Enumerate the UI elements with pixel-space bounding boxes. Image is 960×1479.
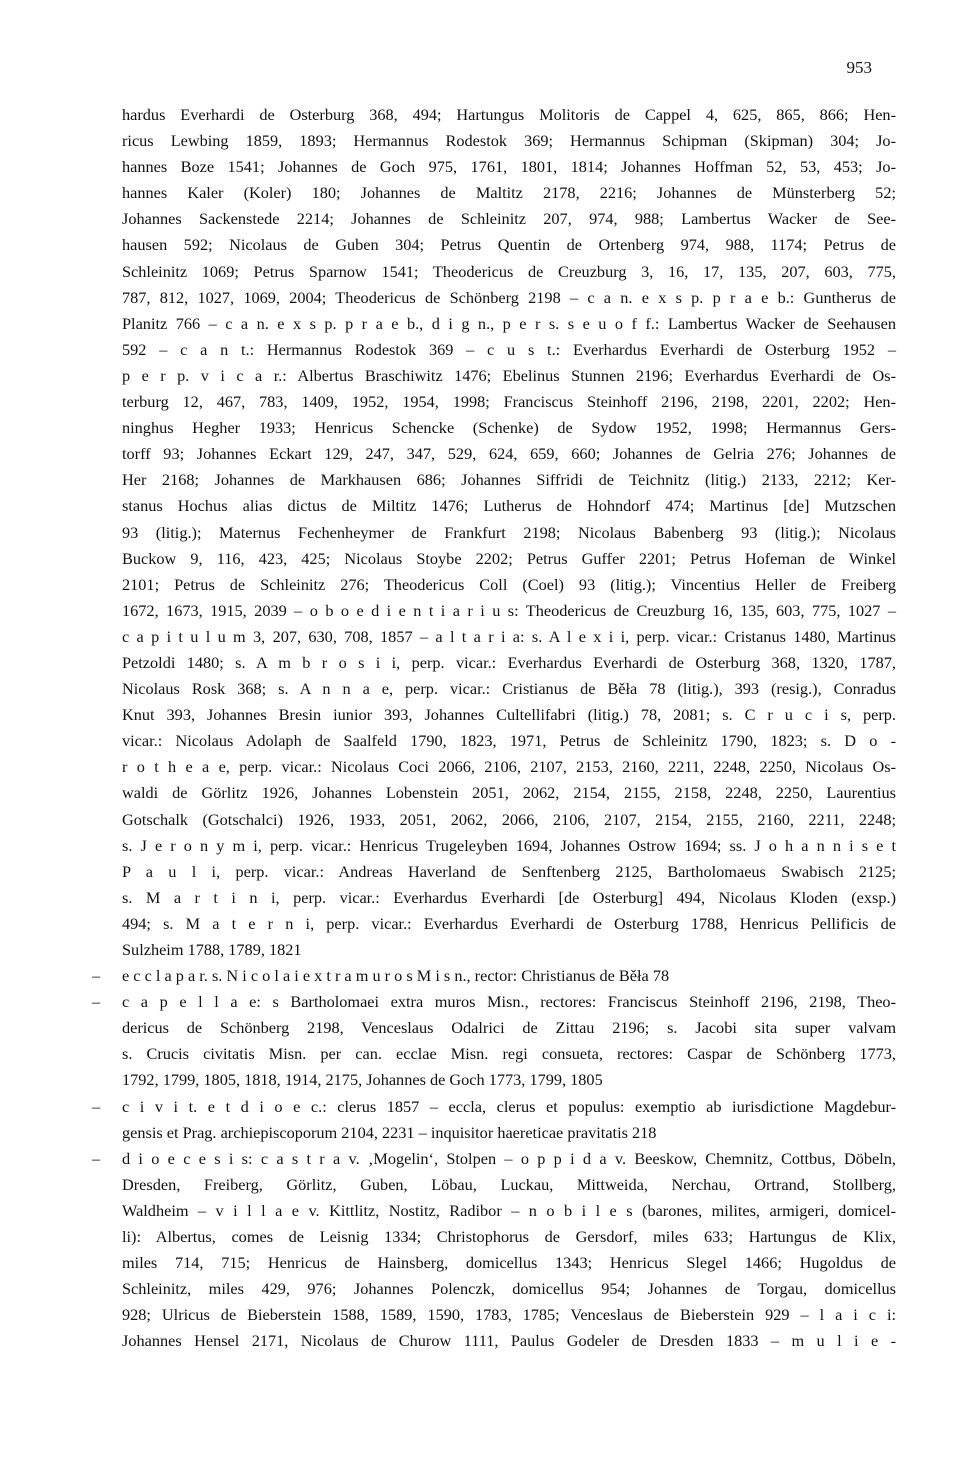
text-line: dericus de Schönberg 2198, Venceslaus Odalrici de Zittau 2196; s. Jacobi sita super valvam <box>122 1018 896 1038</box>
entry-dash: – <box>92 1096 101 1116</box>
text-line: Gotschalk (Gotschalci) 1926, 1933, 2051, 2062, 2066, 2106, 2107, 2154, 2155, 2160, 2211, 2248; <box>122 809 896 829</box>
text-line: ninghus Hegher 1933; Henricus Schencke (Schenke) de Sydow 1952, 1998; Hermannus Gers- <box>122 418 896 438</box>
text-line: hannes Boze 1541; Johannes de Goch 975, 1761, 1801, 1814; Johannes Hoffman 52, 53, 453; Jo- <box>122 157 896 177</box>
text-line: e c c l a p a r. s. N i c o l a i e x t r a m u r o s M i s n., rector: Christianus de Běła 78 <box>122 966 670 986</box>
index-paragraph <box>122 102 896 963</box>
text-line: Sulzheim 1788, 1789, 1821 <box>122 940 302 959</box>
index-text <box>92 102 896 1355</box>
text-line: Schleinitz, miles 429, 976; Johannes Polenczk, domicellus 954; Johannes de Torgau, domicellus <box>122 1279 896 1299</box>
text-line: 592 – c a n t.: Hermannus Rodestok 369 – c u s t.: Everhardus Everhardi de Osterburg 1952 – <box>122 339 896 359</box>
entry-dash: – <box>92 992 101 1012</box>
text-line: s. J e r o n y m i, perp. vicar.: Henricus Trugeleyben 1694, Johannes Ostrow 1694; ss. J o h a n n i s e t <box>122 835 896 855</box>
text-line: terburg 12, 467, 783, 1409, 1952, 1954, 1998; Franciscus Steinhoff 2196, 2198, 2201, 2202; Hen- <box>122 392 896 412</box>
entry-dash: – <box>92 966 101 986</box>
text-line: P a u l i, perp. vicar.: Andreas Haverland de Senftenberg 2125, Bartholomaeus Swabisch 2125; <box>122 861 896 881</box>
index-entry <box>92 1146 896 1355</box>
text-line: 93 (litig.); Maternus Fechenheymer de Frankfurt 2198; Nicolaus Babenberg 93 (litig.); Nicolaus <box>122 522 896 542</box>
text-line: gensis et Prag. archiepiscoporum 2104, 2231 – inquisitor haereticae pravitatis 218 <box>122 1122 657 1142</box>
text-line: hausen 592; Nicolaus de Guben 304; Petrus Quentin de Ortenberg 974, 988, 1174; Petrus de <box>122 235 896 255</box>
index-entries <box>92 963 896 1354</box>
index-entry <box>92 963 896 989</box>
text-line: Her 2168; Johannes de Markhausen 686; Johannes Siffridi de Teichnitz (litig.) 2133, 2212; Ker- <box>122 470 896 490</box>
text-line: Planitz 766 – c a n. e x s p. p r a e b., d i g n., p e r s. s e u o f f.: Lambertus Wacker de Seehausen <box>122 313 896 333</box>
text-line: vicar.: Nicolaus Adolaph de Saalfeld 1790, 1823, 1971, Petrus de Schleinitz 1790, 1823; s. D o - <box>122 731 896 751</box>
text-line: torff 93; Johannes Eckart 129, 247, 347, 529, 624, 659, 660; Johannes de Gelria 276; Johannes de <box>122 444 896 464</box>
text-line: Buckow 9, 116, 423, 425; Nicolaus Stoybe 2202; Petrus Guffer 2201; Petrus Hofeman de Winkel <box>122 548 896 568</box>
text-line: 494; s. M a t e r n i, perp. vicar.: Everhardus Everhardi de Osterburg 1788, Henricus Pellificis de <box>122 913 896 933</box>
text-line: waldi de Görlitz 1926, Johannes Lobenstein 2051, 2062, 2154, 2155, 2158, 2248, 2250, Laurentius <box>122 783 896 803</box>
text-line: 1792, 1799, 1805, 1818, 1914, 2175, Johannes de Goch 1773, 1799, 1805 <box>122 1070 603 1090</box>
text-line: li): Albertus, comes de Leisnig 1334; Christophorus de Gersdorf, miles 633; Hartungus de Klix, <box>122 1227 896 1247</box>
text-line: ricus Lewbing 1859, 1893; Hermannus Rodestok 369; Hermannus Schipman (Skipman) 304; Jo- <box>122 131 896 151</box>
text-line: d i o e c e s i s: c a s t r a v. ‚Mogelin‘, Stolpen – o p p i d a v. Beeskow, Chemnitz, Cottbus, Döbeln, <box>122 1148 896 1168</box>
text-line: Dresden, Freiberg, Görlitz, Guben, Löbau, Luckau, Mittweida, Nerchau, Ortrand, Stollberg, <box>122 1174 896 1194</box>
text-line: Petzoldi 1480; s. A m b r o s i i, perp. vicar.: Everhardus Everhardi de Osterburg 368, 1320, 1787, <box>122 652 896 672</box>
text-line: Schleinitz 1069; Petrus Sparnow 1541; Theodericus de Creuzburg 3, 16, 17, 135, 207, 603, 775, <box>122 261 896 281</box>
text-line: Johannes Hensel 2171, Nicolaus de Churow 1111, Paulus Godeler de Dresden 1833 – m u l i e - <box>122 1331 896 1351</box>
text-line: 2101; Petrus de Schleinitz 276; Theodericus Coll (Coel) 93 (litig.); Vincentius Heller de Freiberg <box>122 574 896 594</box>
text-line: r o t h e a e, perp. vicar.: Nicolaus Coci 2066, 2106, 2107, 2153, 2160, 2211, 2248, 2250, Nicolaus Os- <box>122 757 896 777</box>
text-line: s. Crucis civitatis Misn. per can. ecclae Misn. regi consueta, rectores: Caspar de Schönberg 1773, <box>122 1044 896 1064</box>
text-line: 1672, 1673, 1915, 2039 – o b o e d i e n t i a r i u s: Theodericus de Creuzburg 16, 135, 603, 775, 1027 – <box>122 600 896 620</box>
text-line: c a p i t u l u m 3, 207, 630, 708, 1857 – a l t a r i a: s. A l e x i i, perp. vicar.: Cristanus 1480, Martinus <box>122 626 896 646</box>
index-entry <box>92 1094 896 1146</box>
text-line: Nicolaus Rosk 368; s. A n n a e, perp. vicar.: Cristianus de Běła 78 (litig.), 393 (resig.), Conradus <box>122 679 896 699</box>
text-line: stanus Hochus alias dictus de Miltitz 1476; Lutherus de Hohndorf 474; Martinus [de] Mutzschen <box>122 496 896 516</box>
text-line: s. M a r t i n i, perp. vicar.: Everhardus Everhardi [de Osterburg] 494, Nicolaus Kloden (exsp.) <box>122 887 896 907</box>
text-line: hardus Everhardi de Osterburg 368, 494; Hartungus Molitoris de Cappel 4, 625, 865, 866; Hen- <box>122 105 896 124</box>
text-line: 928; Ulricus de Bieberstein 1588, 1589, 1590, 1783, 1785; Venceslaus de Bieberstein 929 – l a i c i: <box>122 1305 896 1325</box>
entry-dash: – <box>92 1148 101 1168</box>
text-line: c a p e l l a e: s Bartholomaei extra muros Misn., rectores: Franciscus Steinhoff 2196, 2198, Theo- <box>122 992 896 1012</box>
text-line: c i v i t. e t d i o e c.: clerus 1857 – eccla, clerus et populus: exemptio ab iurisdictione Magdebur- <box>122 1096 896 1116</box>
page-number: 953 <box>846 58 872 77</box>
text-line: hannes Kaler (Koler) 180; Johannes de Maltitz 2178, 2216; Johannes de Münsterberg 52; <box>122 183 896 203</box>
index-entry <box>92 989 896 1093</box>
text-line: miles 714, 715; Henricus de Hainsberg, domicellus 1343; Henricus Slegel 1466; Hugoldus de <box>122 1253 896 1273</box>
text-line: 787, 812, 1027, 1069, 2004; Theodericus de Schönberg 2198 – c a n. e x s p. p r a e b.: Guntherus de <box>122 287 896 307</box>
text-line: Johannes Sackenstede 2214; Johannes de Schleinitz 207, 974, 988; Lambertus Wacker de See- <box>122 209 896 229</box>
text-line: p e r p. v i c a r.: Albertus Braschiwitz 1476; Ebelinus Stunnen 2196; Everhardus Everhardi de Os- <box>122 365 896 385</box>
text-line: Knut 393, Johannes Bresin iunior 393, Johannes Cultellifabri (litig.) 78, 2081; s. C r u c i s, perp. <box>122 705 896 725</box>
text-line: Waldheim – v i l l a e v. Kittlitz, Nostitz, Radibor – n o b i l e s (barones, milites, armigeri, domicel- <box>122 1200 896 1220</box>
